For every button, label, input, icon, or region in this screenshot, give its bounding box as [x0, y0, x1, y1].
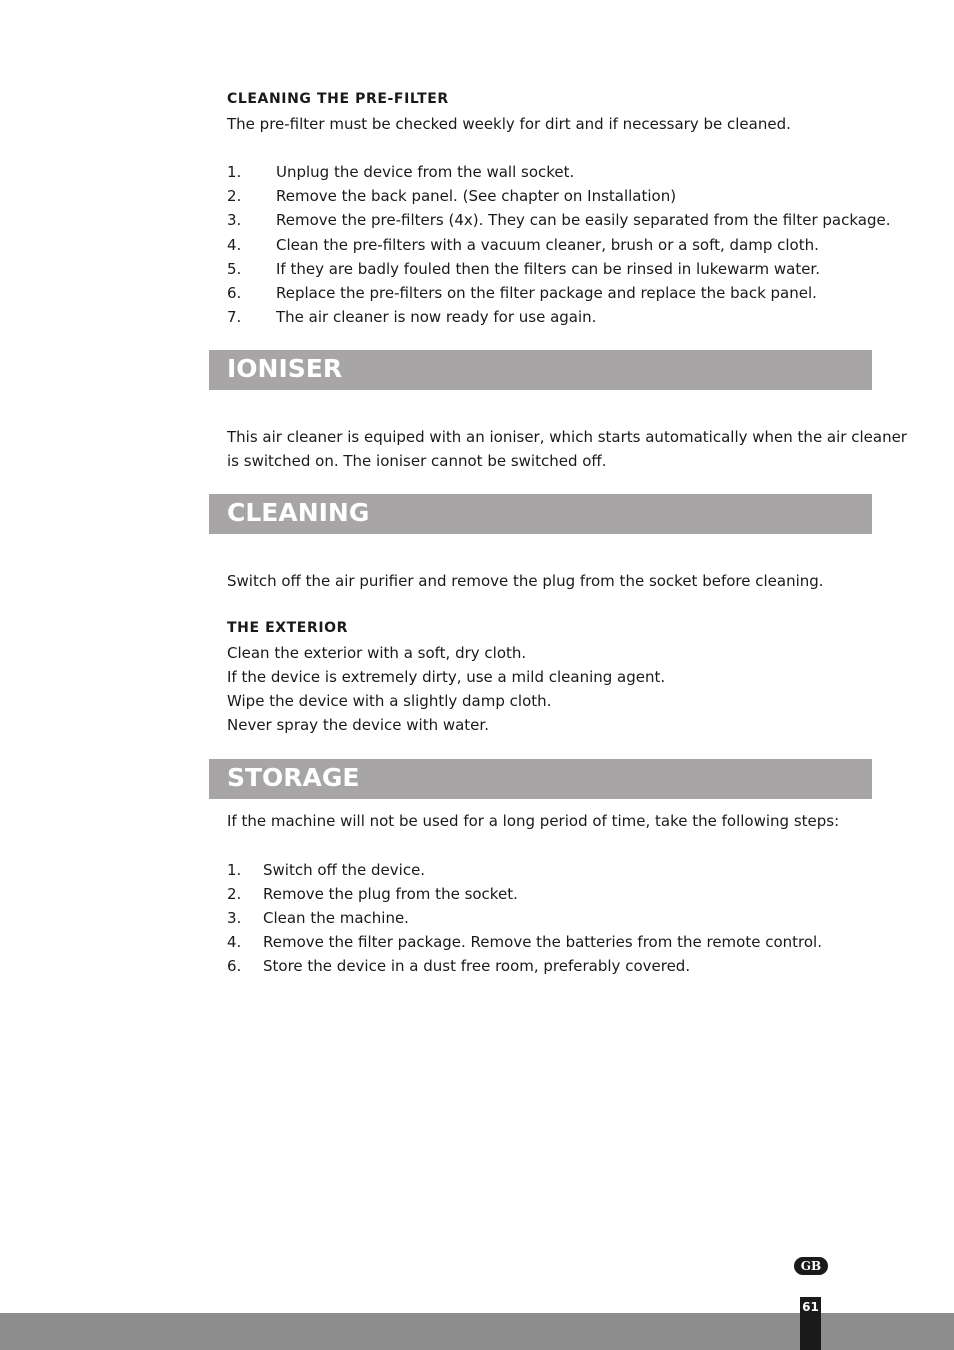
step-text: Replace the pre-filters on the filter package and replace the back panel. — [276, 284, 817, 302]
step-number: 2. — [227, 187, 242, 205]
step-number: 7. — [227, 308, 242, 326]
ioniser-text-line1: This air cleaner is equiped with an ioniser, which starts automatically when the air cleaner — [227, 428, 907, 446]
exterior-line: Wipe the device with a slightly damp cloth. — [227, 692, 552, 710]
step-text: Store the device in a dust free room, preferably covered. — [263, 957, 691, 975]
step-text: Clean the machine. — [263, 909, 409, 927]
language-badge: GB — [794, 1257, 828, 1275]
cleaning-intro: Switch off the air purifier and remove the plug from the socket before cleaning. — [227, 572, 824, 590]
step-number: 2. — [227, 885, 242, 903]
step-number: 4. — [227, 236, 242, 254]
step-number: 5. — [227, 260, 242, 278]
prefilter-heading: CLEANING THE PRE-FILTER — [227, 91, 449, 107]
step-number: 6. — [227, 284, 242, 302]
step-text: The air cleaner is now ready for use again. — [276, 308, 597, 326]
step-text: Remove the filter package. Remove the batteries from the remote control. — [263, 933, 822, 951]
exterior-line: Never spray the device with water. — [227, 716, 489, 734]
step-number: 1. — [227, 163, 242, 181]
storage-intro: If the machine will not be used for a long period of time, take the following steps: — [227, 812, 840, 830]
step-text: Remove the plug from the socket. — [263, 885, 518, 903]
cleaning-section-banner — [209, 494, 872, 534]
exterior-line: Clean the exterior with a soft, dry cloth. — [227, 644, 527, 662]
step-number: 4. — [227, 933, 242, 951]
prefilter-intro: The pre-filter must be checked weekly for dirt and if necessary be cleaned. — [227, 115, 791, 133]
ioniser-section-banner — [209, 350, 872, 390]
step-number: 6. — [227, 957, 242, 975]
step-text: Unplug the device from the wall socket. — [276, 163, 575, 181]
cleaning-title: CLEANING — [227, 498, 370, 527]
step-number: 1. — [227, 861, 242, 879]
step-text: Clean the pre-filters with a vacuum cleaner, brush or a soft, damp cloth. — [276, 236, 819, 254]
exterior-line: If the device is extremely dirty, use a mild cleaning agent. — [227, 668, 666, 686]
storage-section-banner — [209, 759, 872, 799]
step-number: 3. — [227, 909, 242, 927]
ioniser-text-line2: is switched on. The ioniser cannot be switched off. — [227, 452, 607, 470]
exterior-heading: THE EXTERIOR — [227, 620, 349, 636]
step-number: 3. — [227, 211, 242, 229]
page-number: 61 — [802, 1300, 819, 1314]
storage-title: STORAGE — [227, 763, 360, 792]
ioniser-title: IONISER — [227, 354, 343, 383]
step-text: Remove the pre-filters (4x). They can be easily separated from the filter package. — [276, 211, 891, 229]
step-text: Remove the back panel. (See chapter on Installation) — [276, 187, 677, 205]
step-text: Switch off the device. — [263, 861, 426, 879]
step-text: If they are badly fouled then the filters can be rinsed in lukewarm water. — [276, 260, 820, 278]
